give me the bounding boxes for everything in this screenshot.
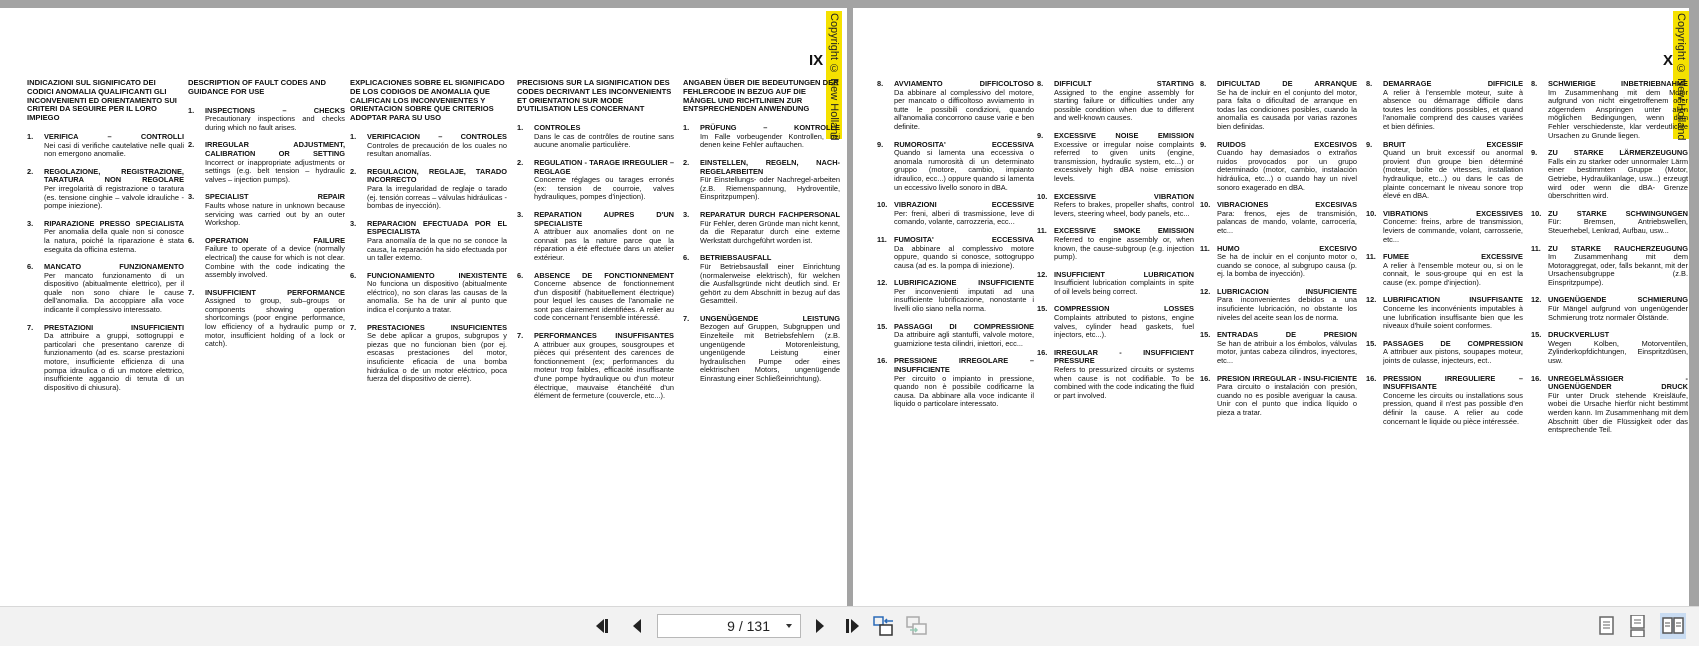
column-heading: INDICAZIONI SUL SIGNIFICATO DEI CODICI ANOMALIA QUALIFICANTI GLI INCONVENIENTI ED ORIENTAMENTO SUI CRITERI DA SEGUIRE PER IL LORO IMPIEGO xyxy=(27,78,177,123)
fault-code-number: 16. xyxy=(1366,373,1377,383)
fault-code-description: Für Fehler, deren Gründe man nicht kennt, da die Reparatur durch eine externe Werkstatt durchgeführt worden ist. xyxy=(700,218,840,245)
fault-code-description: Para: frenos, ejes de transmisión, palancas de mando, volante, carrocería, etc... xyxy=(1217,208,1357,235)
text-column xyxy=(877,80,1034,418)
fault-code-item xyxy=(350,220,507,263)
fault-code-description: Se debe aplicar a grupos, subgrupos y piezas que no funcionan bien (por ej. escasas prestaciones del motor, insuficiente eficacia de una bomba hidráulica o de un motor eléctrico, poca fuerza del dispositivo de cierre). xyxy=(367,331,507,384)
text-column xyxy=(683,79,840,393)
fault-code-description: Im Falle vorbeugender Kontrollen, bei denen keine Fehler auftauchen. xyxy=(700,131,840,150)
fault-code-number: 16. xyxy=(1531,373,1542,383)
fault-code-number: 9. xyxy=(1366,139,1373,149)
fault-code-number: 2. xyxy=(350,166,357,176)
fault-code-number: 1. xyxy=(27,131,34,141)
fault-code-description: A attribuer aux pistons, soupapes moteur, joints de culasse, injecteurs, ect.. xyxy=(1383,347,1523,366)
fault-code-number: 1. xyxy=(517,123,524,133)
fault-code-description: A relier à l'ensemble moteur, suite à absence ou démarrage difficile dans toutes les conditions possibles, et quand l'anomalie comprend des causes variées et bien définies. xyxy=(1383,87,1523,131)
previous-page-icon xyxy=(631,618,643,634)
fault-code-description: Für Einstellungs- oder Nachregel-arbeiten (z.B. Riemenspannung, Hydroventile, Einspritzpumpen). xyxy=(700,175,840,202)
fault-code-number: 12. xyxy=(1037,269,1048,279)
pdf-page-left xyxy=(0,8,847,606)
fault-code-item xyxy=(188,237,345,280)
text-column xyxy=(1366,80,1523,435)
page-numeral: IX xyxy=(809,52,824,69)
fault-code-description: Quand un bruit excessif ou anormal provient d'un groupe bien déterminé (moteur, boîte de vitesses, installation hydraulique, etc...) ou dans le cas de plainte concernant le niveau sonore trop élevé en dBA. xyxy=(1383,148,1523,201)
fault-code-number: 11. xyxy=(1531,243,1541,253)
fault-code-description: Falls ein zu starker oder unnormaler Lärm einer bestimmten Gruppe (Motor, Getriebe, Hydraulikanlage, usw...) erzeugt wird oder wenn die dBA- Grenze überschritten wird. xyxy=(1548,156,1688,201)
fault-code-number: 3. xyxy=(683,209,690,219)
fault-code-item xyxy=(188,141,345,184)
fault-code-number: 7. xyxy=(350,322,357,332)
fault-code-item xyxy=(188,193,345,227)
fault-code-item xyxy=(1200,375,1357,418)
fault-code-item xyxy=(1037,227,1194,261)
text-column xyxy=(1037,80,1194,409)
fault-code-item xyxy=(1200,331,1357,365)
fault-code-title: ENTRADAS DE PRESION xyxy=(1217,330,1357,340)
fault-code-title: UNGENÜGENDE SCHMIERUNG xyxy=(1548,295,1688,305)
fault-code-title: EXCESSIVE VIBRATION xyxy=(1054,191,1194,201)
fault-code-description: Para anomalía de la que no se conoce la causa, la reparación ha sido efectuada por un taller externo. xyxy=(367,235,507,263)
fault-code-item xyxy=(1366,141,1523,201)
fault-code-item xyxy=(877,201,1034,227)
fault-code-description: Para la irregularidad de reglaje o tarado (ej. tensión correas – válvulas hidráulicas - bombas de inyección). xyxy=(367,183,507,211)
fault-code-title: BETRIEBSAUSFALL xyxy=(700,253,772,263)
fault-code-title: AVVIAMENTO DIFFICOLTOSO xyxy=(894,79,1034,88)
column-heading: EXPLICACIONES SOBRE EL SIGNIFICADO DE LOS CODIGOS DE ANOMALIA QUE CALIFICAN LOS INCONVENIENTES Y ORIENTACION SOBRE QUE CRITERIOS ADOPTAR PARA SU USO xyxy=(350,78,505,123)
fault-code-number: 10. xyxy=(1366,208,1377,218)
fault-code-number: 15. xyxy=(1200,330,1211,340)
fault-code-title: OPERATION FAILURE xyxy=(205,235,345,245)
fault-code-item xyxy=(350,168,507,211)
fault-code-description: Für Mängel aufgrund von ungenügender Schmierung trotz normaler Ölstände. xyxy=(1548,304,1688,322)
fault-code-number: 9. xyxy=(1531,148,1538,158)
fault-code-title: RIPARAZIONE PRESSO SPECIALISTA xyxy=(44,218,184,228)
copyright-watermark: Copyright © New Holland xyxy=(1675,13,1687,141)
fault-code-item xyxy=(877,141,1034,193)
fault-code-number: 9. xyxy=(1037,130,1044,140)
fault-code-title: FUNCIONAMIENTO INEXISTENTE xyxy=(367,270,507,280)
fault-code-title: EINSTELLEN, REGELN, NACH-REGELARBEITEN xyxy=(700,157,840,176)
column-heading: DESCRIPTION OF FAULT CODES AND GUIDANCE FOR USE xyxy=(188,78,326,96)
fault-code-title: REGULACION, REGLAJE, TARADO INCORRECTO xyxy=(367,166,507,185)
text-column xyxy=(27,79,184,401)
fault-code-item xyxy=(1531,245,1688,288)
fault-code-item xyxy=(683,254,840,306)
fault-code-item xyxy=(1366,80,1523,132)
fault-code-title: INSPECTIONS – CHECKS xyxy=(205,105,345,115)
fault-code-title: VERIFICACION – CONTROLES xyxy=(367,131,507,141)
fault-code-item xyxy=(1531,149,1688,201)
fault-code-description: A attribuer aux anomalies dont on ne connait pas la nature parce que la réparation a été effectuée dans un atelier extérieur. xyxy=(534,227,674,262)
fault-code-number: 10. xyxy=(1200,200,1211,210)
fault-code-title: PASSAGGI DI COMPRESSIONE xyxy=(894,321,1034,331)
fault-code-description: Da attribuire a gruppi, sottogruppi e particolari che presentano carenze di funzionamento (ad es. scarse prestazioni motore, insufficiente efficienza di una pompa idraulica o di un motore elettrico, insufficiente aggancio di tenuta di un dispositivo di chiusura). xyxy=(44,331,184,392)
fault-code-description: Für Betriebsausfall einer Einrichtung (normalerweise elektrisch), für welchen die Ausfallsgründe nicht deutlich sind. Er gehört zu dem Abschnitt in bezug auf das Gesamtteil. xyxy=(700,261,840,306)
fault-code-title: LUBRIFICATION INSUFFISANTE xyxy=(1383,295,1523,305)
fault-code-item xyxy=(877,236,1034,270)
fault-code-number: 9. xyxy=(877,139,884,149)
fault-code-number: 6. xyxy=(517,270,524,280)
fault-code-item xyxy=(350,272,507,315)
fault-code-item xyxy=(683,315,840,384)
fault-code-description: Da abbinare al complessivo del motore, per mancato o difficoltoso avviamento in tutte le possibili condizioni, quando all'anomalia concorrono cause varie e ben definite. xyxy=(894,87,1034,131)
fault-code-item xyxy=(1037,305,1194,339)
fault-code-title: EXCESSIVE NOISE EMISSION xyxy=(1054,130,1194,140)
fault-code-item xyxy=(877,357,1034,409)
text-column xyxy=(1200,80,1357,427)
previous-view-icon xyxy=(873,616,895,636)
pdf-navigation-toolbar xyxy=(0,606,1699,646)
fault-code-description: Precautionary inspections and checks during which no fault arises. xyxy=(205,114,345,132)
fault-code-item xyxy=(1531,296,1688,322)
fault-code-number: 10. xyxy=(1531,208,1542,218)
fault-code-description: Cuando hay demasiados o extraños ruidos provocados por un grupo determinado (motor, cambio, instalación hidráulica, etc...) o cuando hay un nivel sonoro exagerado en dBA. xyxy=(1217,148,1357,192)
fault-code-number: 3. xyxy=(188,192,195,202)
fault-code-title: PRÜFUNG – KONTROLLE xyxy=(700,123,840,133)
fault-code-number: 9. xyxy=(1200,139,1207,149)
page-numeral: X xyxy=(1663,52,1674,69)
fault-code-title: DRUCKVERLUST xyxy=(1548,330,1610,340)
fault-code-number: 3. xyxy=(350,218,357,228)
fault-code-description: Referred to engine assembly or, when known, the cause-subgroup (e.g. injection pump). xyxy=(1054,234,1194,262)
fault-code-description: No funciona un dispositivo (abitualmente eléctrico), no son claras las causas de la anomalía. Se ha de unir al punto que indica el conjunto a tratar. xyxy=(367,279,507,315)
fault-code-number: 7. xyxy=(517,331,524,341)
continuous-page-icon xyxy=(1630,615,1646,637)
fault-code-item xyxy=(1366,253,1523,287)
page-indicator: 9 / 131 xyxy=(727,618,770,634)
fault-code-title: PRESSION IRREGULIERE – INSUFFISANTE xyxy=(1383,373,1523,392)
fault-code-number: 15. xyxy=(1037,304,1048,314)
single-page-icon xyxy=(1599,616,1615,636)
fault-code-number: 11. xyxy=(1366,252,1376,262)
fault-code-title: PRESTACIONES INSUFICIENTES xyxy=(367,322,507,332)
fault-code-number: 2. xyxy=(188,140,195,150)
fault-code-item xyxy=(1531,375,1688,435)
fault-code-description: A relier à l'ensemble moteur ou, si on le connait, le sous-groupe qui en est la cause (ex. pompe d'injection). xyxy=(1383,260,1523,287)
fault-code-title: VIBRACIONES EXCESIVAS xyxy=(1217,200,1357,210)
fault-code-number: 8. xyxy=(1366,79,1373,88)
fault-code-description: Für unter Druck stehende Kreisläufe, wobei die Ursache hierfür nicht bestimmt werden kann. Im Zusammenhang mit dem Abschnitt über die Flüssigkeit oder das entsprechende Teil. xyxy=(1548,390,1688,435)
fault-code-description: Wegen Kolben, Motorventilen, Zylinderkopfdichtungen, Einspritzdüsen, usw. xyxy=(1548,338,1688,366)
fault-code-number: 1. xyxy=(683,123,690,133)
fault-code-description: Quando si lamenta una eccessiva o anomala rumorosità di un determinato gruppo (motore, cambio, impianto idraulico, ecc...) oppure quando si lamenta un eccessivo livello sonoro in dBA. xyxy=(894,148,1034,192)
fault-code-item xyxy=(1531,331,1688,365)
fault-code-item xyxy=(683,159,840,202)
continuous-view-button[interactable] xyxy=(1625,613,1651,639)
fault-code-description: Per: freni, alberi di trasmissione, leve di comando, volante, carrozzeria, ecc... xyxy=(894,208,1034,227)
fault-code-title: ZU STARKE LÄRMERZEUGUNG xyxy=(1548,148,1688,158)
fault-code-item xyxy=(1200,80,1357,132)
fault-code-title: HUMO EXCESIVO xyxy=(1217,243,1357,253)
fault-code-title: INSUFFICIENT LUBRICATION xyxy=(1054,269,1194,279)
fault-code-item xyxy=(517,211,674,263)
fault-code-number: 3. xyxy=(27,218,34,228)
fault-code-number: 12. xyxy=(1531,295,1542,305)
fault-code-item xyxy=(877,323,1034,349)
fault-code-title: PRESION IRREGULAR - INSU-FICIENTE xyxy=(1217,373,1357,383)
fault-code-title: PASSAGES DE COMPRESSION xyxy=(1383,338,1523,348)
fault-code-description: Bezogen auf Gruppen, Subgruppen und Einzelteile mit Betriebsfehlern (z.B. ungenügende Motorenleistung, ungenügende Leistung einer hydraulischen Pumpe oder eines elektrischen Motors, ungenügende Einrastung einer Schließeinrichtung). xyxy=(700,322,840,384)
fault-code-description: Complaints attributed to pistons, engine valves, cylinder head gaskets, fuel injectors, etc...). xyxy=(1054,313,1194,340)
fault-code-description: Refers to brakes, propeller shafts, control levers, steering wheel, body panels, etc... xyxy=(1054,200,1194,218)
fault-code-item xyxy=(877,279,1034,313)
fault-code-number: 6. xyxy=(350,270,357,280)
fault-code-title: DIFICULTAD DE ARRANQUE xyxy=(1217,79,1357,88)
fault-code-description: Concerne: freins, arbre de transmission, leviers de commande, volant, carrosserie, etc... xyxy=(1383,217,1523,244)
fault-code-title: VIBRAZIONI ECCESSIVE xyxy=(894,200,1034,210)
fault-code-item xyxy=(1037,80,1194,123)
fault-code-item xyxy=(1037,271,1194,297)
fault-code-item xyxy=(1037,132,1194,184)
text-column xyxy=(1531,80,1688,444)
fault-code-description: Insufficient lubrication complaints in spite of oil levels being correct. xyxy=(1054,278,1194,296)
fault-code-item xyxy=(27,263,184,315)
fault-code-item xyxy=(1200,288,1357,322)
fault-code-description: Se han de atribuir a los émbolos, válvulas motor, juntas cabeza cilindros, inyectores, etc... xyxy=(1217,338,1357,366)
fault-code-title: VIBRATIONS EXCESSIVES xyxy=(1383,208,1523,218)
fault-code-description: Para circuito o instalación con presión, cuando no es posible averiguar la causa. Unir con el punto que indica líquido o pieza a tratar. xyxy=(1217,382,1357,417)
fault-code-item xyxy=(188,107,345,133)
fault-code-item xyxy=(188,289,345,349)
go-forward-view-button[interactable] xyxy=(905,616,929,636)
fault-code-number: 7. xyxy=(683,313,690,323)
fault-code-title: REPARATION AUPRES D'UN SPECIALISTE xyxy=(534,209,674,228)
fault-code-number: 12. xyxy=(877,278,888,288)
fault-code-title: DIFFICULT STARTING xyxy=(1054,79,1194,88)
text-column xyxy=(188,79,345,358)
fault-code-description: Für: Bremsen, Antriebswellen, Steuerhebel, Lenkrad, Aufbau, usw... xyxy=(1548,217,1688,235)
fault-code-item xyxy=(683,211,840,245)
last-page-icon xyxy=(843,618,861,634)
fault-code-item xyxy=(1366,340,1523,366)
fault-code-number: 7. xyxy=(27,322,34,332)
fault-code-title: INSUFFICIENT PERFORMANCE xyxy=(205,287,345,297)
fault-code-description: Da attribuire agli stantuffi, valvole motore, guarnizione testa cilindri, iniettori, ecc... xyxy=(894,330,1034,348)
fault-code-number: 1. xyxy=(350,131,357,141)
fault-code-number: 8. xyxy=(877,79,884,88)
fault-code-title: UNREGELMÄSSIGER - UNGENÜGENDER DRUCK xyxy=(1548,373,1688,392)
fault-code-title: UNGENÜGENDE LEISTUNG xyxy=(700,313,840,323)
column-heading: PRECISIONS SUR LA SIGNIFICATION DES CODES DECRIVANT LES INCONVENIENTS ET ORIENTATION SUR MODE D'UTILISATION LES CONCERNANT xyxy=(517,78,672,114)
fault-code-title: SPECIALIST REPAIR xyxy=(205,192,345,202)
fault-code-number: 15. xyxy=(1366,338,1377,348)
fault-code-description: Assigned to group, sub–groups or components showing operation shortcomings (poor engine performance, low efficiency of a hydraulic pump or motor, insufficient holding of a lock or catch). xyxy=(205,296,345,349)
page-number-select[interactable] xyxy=(657,614,801,638)
fault-code-title: FUMOSITA' ECCESSIVA xyxy=(894,234,1034,244)
copyright-watermark: Copyright © New Holland xyxy=(828,13,840,141)
fault-code-title: EXCESSIVE SMOKE EMISSION xyxy=(1054,226,1194,236)
last-page-button[interactable] xyxy=(842,616,862,636)
fault-code-number: 12. xyxy=(1200,286,1211,296)
fault-code-item xyxy=(27,324,184,393)
fault-code-description: Dans le cas de contrôles de routine sans aucune anomalie particulière. xyxy=(534,131,674,150)
next-page-button[interactable] xyxy=(813,616,827,636)
fault-code-description: Nei casi di verifiche cautelative nelle quali non emergono anomalie. xyxy=(44,140,184,159)
fault-code-number: 10. xyxy=(1037,191,1048,201)
fault-code-item xyxy=(1531,210,1688,236)
fault-code-number: 2. xyxy=(683,157,690,167)
fault-code-title: REPARACION EFECTUADA POR EL ESPECIALISTA xyxy=(367,218,507,237)
fault-code-title: FUMEE EXCESSIVE xyxy=(1383,252,1523,262)
fault-code-title: ZU STARKE SCHWINGUNGEN xyxy=(1548,208,1688,218)
fault-code-description: Concerne les inconvénients imputables à une lubrification insuffisante bien que les niveaux d'huile soient conformes. xyxy=(1383,304,1523,331)
fault-code-description: Se ha de incluir en el conjunto motor o, cuando se conoce, al subgrupo causa (p. ej. la bomba de inyección). xyxy=(1217,252,1357,279)
fault-code-title: REPARATUR DURCH FACHPERSONAL xyxy=(700,209,840,219)
fault-code-description: Per circuito o impianto in pressione, quando non è possibile codificarne la causa. Da abbinare alla voce indicante il liquido o particolare interessato. xyxy=(894,373,1034,409)
previous-page-button[interactable] xyxy=(628,616,646,636)
fault-code-number: 16. xyxy=(1037,347,1048,357)
single-page-view-button[interactable] xyxy=(1594,613,1620,639)
fault-code-item xyxy=(1200,201,1357,235)
fault-code-title: BRUIT EXCESSIF xyxy=(1383,139,1523,149)
fault-code-title: MANCATO FUNZIONAMENTO xyxy=(44,262,184,272)
fault-code-number: 8. xyxy=(1037,79,1044,88)
fault-code-description: Per irregolarità di registrazione o taratura (es. tensione cinghie – valvole idrauliche - pompe iniezione). xyxy=(44,183,184,211)
fault-code-description: Per inconvenienti imputati ad una insufficiente lubrificazione, nonostante i livelli olio siano nella norma. xyxy=(894,286,1034,314)
fault-code-item xyxy=(683,124,840,150)
fault-code-number: 15. xyxy=(1531,330,1542,340)
two-page-icon xyxy=(1662,617,1684,635)
next-page-icon xyxy=(814,618,826,634)
fault-code-number: 11. xyxy=(877,234,887,244)
fault-code-title: VERIFICA – CONTROLLI xyxy=(44,131,184,141)
fault-code-number: 11. xyxy=(1037,226,1047,236)
fault-code-item xyxy=(1366,296,1523,330)
fault-code-number: 7. xyxy=(188,287,195,297)
fault-code-description: Se ha de incluir en el conjunto del motor, para falta o dificultad de arranque en todas las condiciones posibles, cuando la anomalía es causada por varias razones bien definidas. xyxy=(1217,87,1357,131)
fault-code-number: 10. xyxy=(877,200,888,210)
fault-code-item xyxy=(1037,349,1194,401)
fault-code-title: LUBRIFICAZIONE INSUFFICIENTE xyxy=(894,278,1034,288)
fault-code-description: Controles de precaución de los cuales no resultan anomalías. xyxy=(367,140,507,159)
fault-code-item xyxy=(27,168,184,211)
fault-code-description: Im Zusammenhang mit dem Motor aufgrund von nicht eingetroffenem oder zögerndem Anspringen unter allen möglichen Bedingungen, wenn dem Fehler verschiedenste, klar verdeutlichte Ursachen zu Grunde liegen. xyxy=(1548,87,1688,140)
fault-code-title: PERFORMANCES INSUFFISANTES xyxy=(534,331,674,341)
fault-code-title: COMPRESSION LOSSES xyxy=(1054,304,1194,314)
fault-code-item xyxy=(27,220,184,254)
fault-code-number: 15. xyxy=(877,321,888,331)
fault-code-description: Refers to pressurized circuits or systems when cause is not codifiable. To be combined with the code indicating the fluid or part involved. xyxy=(1054,365,1194,400)
fault-code-description: Incorrect or inappropriate adjustments or settings (e.g. belt tension – hydraulic valves – injection pumps). xyxy=(205,157,345,184)
fault-code-number: 11. xyxy=(1200,243,1210,253)
fault-code-title: DEMARRAGE DIFFICILE xyxy=(1383,79,1523,88)
column-heading: ANGABEN ÜBER DIE BEDEUTUNGEN DER FEHLERCODE IN BEZUG AUF DIE MÄNGEL UND RICHTLINIEN ZUR ENTSPRECHENDEN ANWENDUNG xyxy=(683,78,839,114)
fault-code-title: IRREGULAR ADJUSTMENT, CALIBRATION OR SETTING xyxy=(205,140,345,158)
fault-code-description: Faults whose nature in unknown because servicing was carried out by an outer Workshop. xyxy=(205,200,345,228)
fault-code-description: Failure to operate of a device (normally electrical) the cause for which is not clear. Combine with the code indicating the assembly involved. xyxy=(205,244,345,280)
fault-code-item xyxy=(1531,80,1688,140)
fault-code-item xyxy=(1200,245,1357,279)
fault-code-item xyxy=(27,133,184,159)
fault-code-description: Para inconvenientes debidos a una insuficiente lubricación, no obstante los niveles del aceite sean los de norma. xyxy=(1217,295,1357,322)
fault-code-number: 16. xyxy=(877,356,888,366)
fault-code-number: 2. xyxy=(517,157,524,167)
fault-code-number: 8. xyxy=(1531,79,1538,88)
fault-code-item xyxy=(1037,193,1194,219)
fault-code-description: Da abbinare al complessivo motore oppure, quando si conosce, sottogruppo causa (ad es. la pompa di iniezione). xyxy=(894,243,1034,270)
fault-code-title: PRESSIONE IRREGOLARE – INSUFFICIENTE xyxy=(894,356,1034,375)
fault-code-number: 6. xyxy=(188,235,195,245)
fault-code-item xyxy=(517,124,674,150)
fault-code-description: Concerne les circuits ou installations sous pression, quand il n'est pas possible d'en définir la cause. A relier au code concernant le liquide ou pièce intéressée. xyxy=(1383,390,1523,426)
fault-code-title: PRESTAZIONI INSUFFICIENTI xyxy=(44,322,184,332)
fault-code-item xyxy=(1200,141,1357,193)
fault-code-item xyxy=(517,159,674,202)
fault-code-description: Per anomalia della quale non si conosce la natura, poiché la riparazione è stata eseguita da officina esterna. xyxy=(44,227,184,254)
two-page-view-button[interactable] xyxy=(1660,613,1686,639)
chevron-down-icon xyxy=(786,624,792,628)
first-page-button[interactable] xyxy=(593,616,615,636)
fault-code-number: 12. xyxy=(1366,295,1377,305)
fault-code-item xyxy=(877,80,1034,132)
fault-code-item xyxy=(1366,375,1523,427)
fault-code-number: 6. xyxy=(683,253,690,263)
fault-code-description: Per mancato funzionamento di un dispositivo (abitualmente elettrico), per il quale non sono chiare le cause dell'anomalia. Da accoppiare alla voce indicante il complessivo interessato. xyxy=(44,270,184,315)
fault-code-title: IRREGULAR - INSUFFICIENT PRESSURE xyxy=(1054,347,1194,366)
fault-code-number: 1. xyxy=(188,105,195,115)
fault-code-number: 3. xyxy=(517,209,524,219)
fault-code-title: RUIDOS EXCESIVOS xyxy=(1217,139,1357,149)
fault-code-item xyxy=(1366,210,1523,244)
fault-code-title: REGULATION - TARAGE IRREGULIER – REGLAGE xyxy=(534,157,674,176)
fault-code-title: REGOLAZIONE, REGISTRAZIONE, TARATURA NON REGOLARE xyxy=(44,166,184,185)
fault-code-number: 16. xyxy=(1200,373,1211,383)
fault-code-item xyxy=(350,324,507,384)
fault-code-title: LUBRICACION INSUFICIENTE xyxy=(1217,286,1357,296)
fault-code-description: Assigned to the engine assembly for starting failure or difficulties under any possible condition when due to different and well-known causes. xyxy=(1054,87,1194,123)
fault-code-title: CONTROLES xyxy=(534,123,581,133)
fault-code-description: A attribuer aux groupes, sousgroupes et pièces qui présentent des carences de fonctionnement (ex; performances du moteur trop faibles, efficacité insuffisante d'une pompe hydraulique ou d'un moteur électrique, mauvaise étanchéité d'un élément de fermeture (couvercle, etc...). xyxy=(534,339,674,401)
fault-code-number: 6. xyxy=(27,262,34,272)
fault-code-description: Excessive or irregular noise complaints referred to given units (engine, transmission, hydraulic system, etc...) or excessively high dBA noise emission levels. xyxy=(1054,139,1194,183)
text-column xyxy=(517,79,674,410)
go-back-view-button[interactable] xyxy=(872,616,896,636)
first-page-icon xyxy=(595,618,613,634)
fault-code-item xyxy=(350,133,507,159)
fault-code-title: RUMOROSITA' ECCESSIVA xyxy=(894,139,1034,149)
fault-code-item xyxy=(517,272,674,324)
fault-code-number: 8. xyxy=(1200,79,1207,88)
fault-code-description: Concerne réglages ou tarages erronés (ex: tension de courroie, valves hydrauliques, pompes d'injection). xyxy=(534,175,674,202)
fault-code-title: ZU STARKE RAUCHERZEUGUNG xyxy=(1548,243,1688,253)
text-column xyxy=(350,79,507,393)
fault-code-item xyxy=(517,332,674,401)
fault-code-description: Im Zusammenhang mit dem Motoraggregat, oder, falls bekannt, mit der Ursachensubgruppe (z.B. Einspritzpumpe). xyxy=(1548,252,1688,287)
fault-code-number: 2. xyxy=(27,166,34,176)
next-view-icon xyxy=(906,616,928,636)
fault-code-description: Concerne absence de fonctionnement d'un dispositif (habituellement électrique) pour lequel les causes de l'anomalie ne sont pas clairement identifiées. A relier au code concernant l'ensemble intéressé. xyxy=(534,279,674,323)
pdf-page-right xyxy=(853,8,1689,606)
fault-code-title: SCHWIERIGE INBETRIEBNAHME xyxy=(1548,79,1688,88)
fault-code-title: ABSENCE DE FONCTIONNEMENT xyxy=(534,270,674,280)
